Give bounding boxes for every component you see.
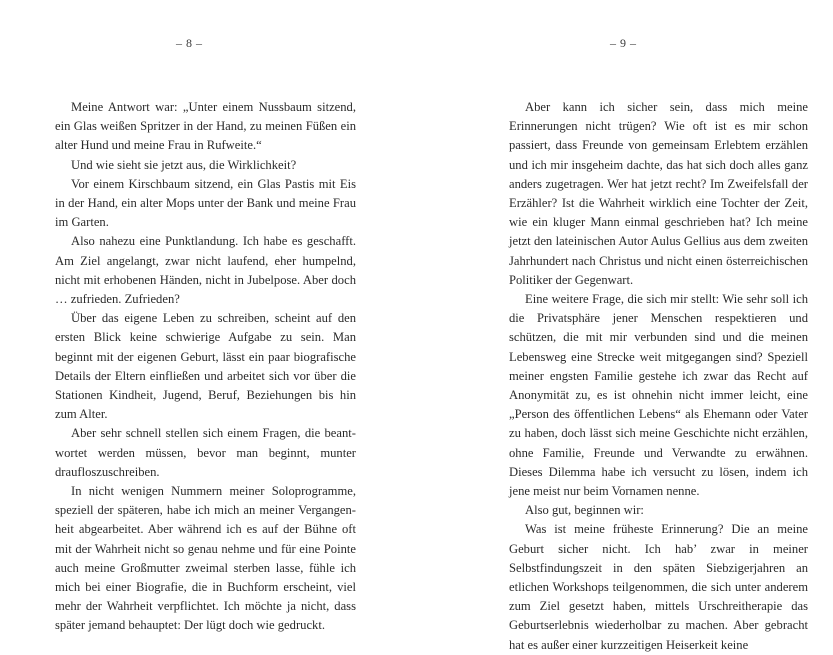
- paragraph: Aber sehr schnell stellen sich einem Fragen, die beantwortet werden müssen, bevor man beginnt, munter draufloszuschreiben.: [55, 426, 356, 479]
- paragraph: In nicht wenigen Nummern meiner Soloprogramme, speziell der späteren, habe ich mich an meiner Vergangenheit abgearbeitet. Aber während ich es auf der Bühne oft mit der Wahrheit nicht so genau nehme und für eine Pointe auch meine Großmutter zweimal sterben lasse, fühle ich mich bei einer Biografie, die in Buchform erscheint, viel mehr der Wahrheit verpflichtet. Ich möchte ja nicht, dass später jemand behauptet: Der lügt doch wie gedruckt.: [55, 484, 356, 633]
- paragraph: Über das eigene Leben zu schreiben, scheint auf den ersten Blick keine schwierige Aufgabe zu sein. Man beginnt mit der eigenen Geburt, lässt ein paar biografische Details der Eltern einfließen und arbeitet sich vor über die Stationen Kindheit, Jugend, Beruf, Beziehungen bis hin zum Alter.: [55, 311, 356, 422]
- page-number-left: – 8 –: [176, 36, 203, 50]
- paragraph: Meine Antwort war: „Unter einem Nussbaum sitzend, ein Glas weißen Spritzer in der Hand, zu meinen Füßen ein alter Hund und meine Frau in Rufweite.“: [55, 100, 356, 153]
- paragraph: Also nahezu eine Punktlandung. Ich habe es geschafft. Am Ziel angelangt, zwar nicht laufend, eher humpelnd, nicht mit erhobenen Händen, nicht in Jubelpose. Aber doch … zufrieden. Zufrieden?: [55, 234, 356, 307]
- paragraph: Aber kann ich sicher sein, dass mich meine Erinnerungen nicht trügen? Wie oft ist es mir schon passiert, dass Freunde von gemeinsam Erlebtem erzählen und ich mir insgeheim dachte, das hat sich doch alles ganz anders zugetragen. Wer hat jetzt recht? Im Zweifelsfall der Erzähler? Ist die Wahrheit wirklich eine Tochter der Zeit, wie ein kluger Mann einmal geschrieben hat? Ich meine jetzt den lateinischen Autor Aulus Gellius aus dem zweiten Jahrhundert nach Christus und nicht einen österreichischen Politiker der Gegenwart.: [509, 100, 808, 287]
- left-page: [0, 0, 416, 648]
- right-page: [416, 0, 833, 652]
- paragraph: Eine weitere Frage, die sich mir stellt: Wie sehr soll ich die Privatsphäre jener Menschen respektieren und schützen, die mit mir verbunden sind und die meinen Lebensweg eine Strecke weit mitgegangen sind? Speziell meiner engsten Familie gestehe ich zwar das Recht auf Anonymität zu, es ist ohnehin nicht immer leicht, eine „Person des öffentlichen Lebens“ als Ehemann oder Vater zu haben, doch lässt sich meine Geschichte nicht erzählen, ohne Familie, Freunde und Verwandte zu erwähnen. Dieses Dilemma habe ich versucht zu lösen, indem ich jene meist nur beim Vornamen nenne.: [509, 292, 808, 499]
- paragraph: Was ist meine früheste Erinnerung? Die an meine Geburt sicher nicht. Ich hab’ zwar in meiner Selbstfindungszeit in den späten Siebzigerjahren an etlichen Workshops teilgenommen, die sich unter anderem zum Ziel gesetzt haben, mittels Urschreitherapie das Geburtserlebnis wiederholbar zu machen. Aber gebracht hat es außer einer kurzzeitigen Heiserkeit keine: [509, 522, 808, 652]
- paragraph: Also gut, beginnen wir:: [525, 503, 644, 518]
- page-number-right: – 9 –: [610, 36, 637, 50]
- paragraph: Vor einem Kirschbaum sitzend, ein Glas Pastis mit Eis in der Hand, ein alter Mops unter der Bank und meine Frau im Garten.: [55, 176, 356, 230]
- left-page-text: [55, 98, 356, 636]
- right-page-text: [509, 98, 808, 655]
- paragraph: Und wie sieht sie jetzt aus, die Wirklichkeit?: [71, 157, 297, 172]
